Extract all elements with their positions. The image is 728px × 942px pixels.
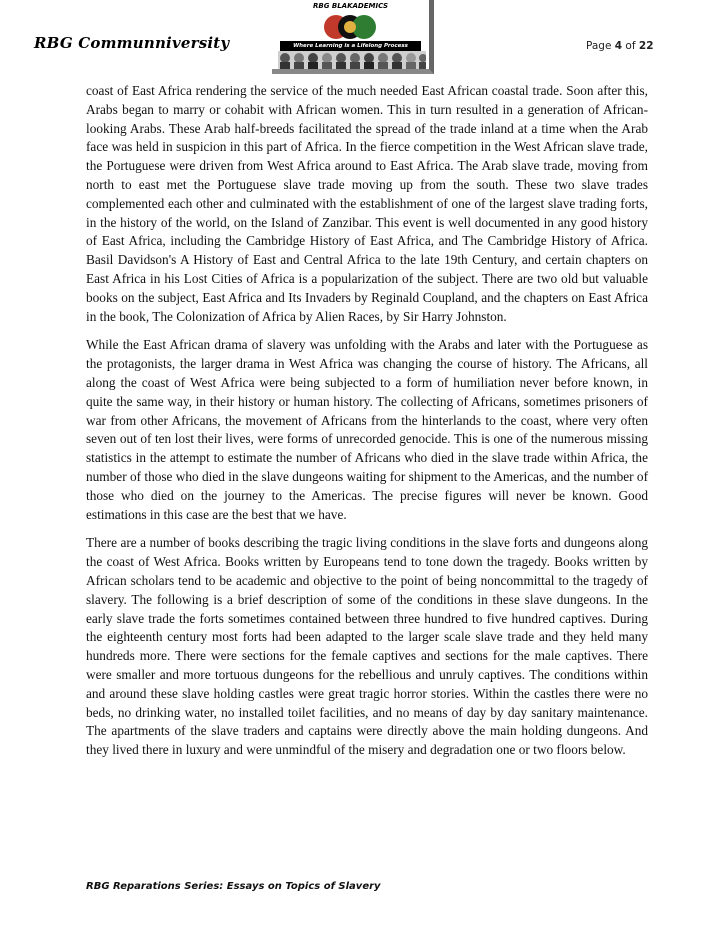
document-body [86, 82, 648, 760]
page-header [0, 0, 728, 76]
logo-emblem [272, 10, 429, 44]
paragraph: coast of East Africa rendering the service of the much needed East African coastal trade. Soon after this, Arabs began to marry or cohabit with African women. This in turn resulted in a generation of African-looking Arabs. These Arab half-breeds facilitated the spread of the trade inland at a time when the Arab face was held in suspicion in this part of Africa. In the fierce competition in the West African slave trade, the Portuguese were driven from West Africa around to East Africa. The Arab slave trade, moving from north to east met the Portuguese slave trade moving up from the south. These two slave trades complemented each other and culminated with the establishment of one of the largest slave trading forts, in the history of the world, on the Island of Zanzibar. This event is well documented in any good history of East Africa, including the Cambridge History of East Africa, and The Cambridge History of Africa. Basil Davidson's A History of East and Central Africa to the late 19th Century, and certain chapters on East Africa in his Lost Cities of Africa is a popularization of the subject. There are two old but valuable books on the subject, East Africa and Its Invaders by Reginald Coupland, and the chapters on East Africa in the book, The Colonization of Africa by Alien Races, by Sir Harry Johnston. [86, 83, 648, 324]
page-number [586, 40, 654, 52]
logo-title: RBG BLAKADEMICS [312, 2, 389, 10]
paragraph: There are a number of books describing the tragic living conditions in the slave forts and dungeons along the coast of West Africa. Books written by Europeans tend to tone down the tragedy. Books written by African scholars tend to be academic and objective to the point of being noncommittal to the tragedy of slavery. The following is a brief description of some of the conditions in these slave dungeons. In the early slave trade the forts sometimes contained between three hundred to five hundred captives. During the eighteenth century most forts had been adapted to the larger scale slave trade and they held many hundreds more. There were sections for the female captives and sections for the male captives. There were smaller and more tortuous dungeons for the rebellious and unruly captives. The conditions within and around these slave holding castles were great tragic horror stories. Within the castles there were no beds, no drinking water, no installed toilet facilities, and no means of day by day sanitary maintenance. The apartments of the slave traders and captains were directly above the main holding dungeons. And they lived there in luxury and were unmindful of the misery and degradation one or two floors below. [86, 535, 648, 758]
brand-title: RBG Communniversity [34, 34, 230, 52]
page-total: 22 [638, 40, 654, 52]
page-prefix: Page [586, 40, 612, 52]
paragraph: While the East African drama of slavery was unfolding with the Arabs and later with the Portuguese as the protagonists, the larger drama in West Africa was changing the course of history. The Africans, all along the coast of West Africa were being subjected to a form of humiliation never before known, in quite the same way, in their history or human history. The collecting of Africans, sometimes prisoners of war from other Africans, the movement of Africans from the hinterlands to the coast, where very often seven out of ten lost their lives, were forms of unrecorded genocide. This is one of the numerous missing statistics in the attempt to estimate the number of Africans who died in the slave trade within Africa, the number of those who died in the slave dungeons waiting for shipment to the Americas, and the number of those who died on the journey to the Americas. The precise figures will never be known. Good estimations in this case are the best that we have. [86, 337, 648, 522]
page-footer: RBG Reparations Series: Essays on Topics of Slavery [86, 881, 381, 892]
portrait-strip [278, 51, 426, 69]
logo-tagline: Where Learning is a Lifelong Process [280, 41, 421, 51]
page-of: of [625, 40, 636, 52]
page-current: 4 [614, 40, 623, 52]
rbg-blakademics-logo [272, 0, 434, 74]
